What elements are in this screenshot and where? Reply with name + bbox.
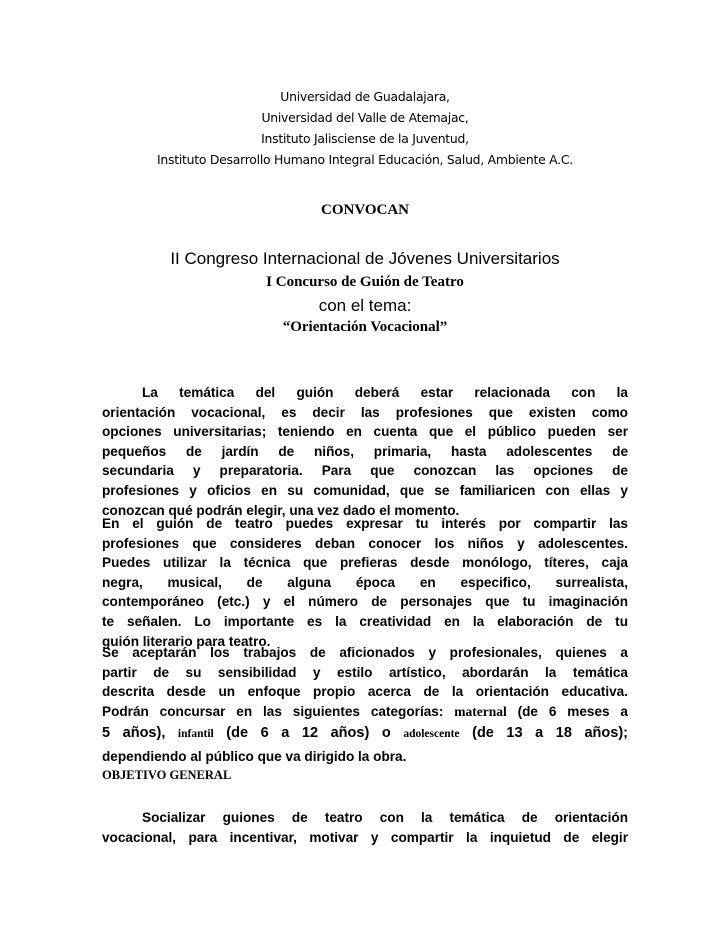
text-line: descrita desde un enfoque propio acerca de la orientación educativa. — [102, 684, 628, 700]
paragraph-categorias — [102, 643, 628, 767]
text-line: En el guión de teatro puedes expresar tu interés por compartir las — [102, 516, 628, 531]
text-line: Puedes utilizar la técnica que prefieras desde monólogo, títeres, caja — [102, 555, 628, 571]
institution-line: Instituto Jalisciense de la Juventud, — [261, 131, 469, 146]
tema-label: con el tema: — [318, 296, 412, 315]
text-segment: 5 años), — [102, 725, 166, 742]
category-adolescente: adolescente — [403, 728, 460, 741]
tema-title: “Orientación Vocacional” — [282, 319, 448, 335]
text-line: pequeños de jardín de niños, primaria, hasta adolescentes de — [102, 443, 628, 459]
text-line: vocacional, para incentivar, motivar y compartir la inquietud de elegir — [102, 829, 628, 845]
text-line: contemporáneo (etc.) y el número de personajes que tu imaginación — [102, 594, 628, 610]
text-line: La temática del guión deberá estar relacionada con la — [142, 385, 628, 400]
text-line — [102, 721, 628, 747]
paragraph-tematica — [102, 383, 628, 520]
text-line: dependiendo al público que va dirigido la obra. — [102, 749, 407, 765]
text-line: orientación vocacional, es decir las profesiones que existen como — [102, 404, 628, 420]
institution-line: Universidad de Guadalajara, — [280, 89, 450, 104]
text-line: negra, musical, de alguna época en especifico, surrealista, — [102, 574, 628, 590]
category-maternal: maternal — [454, 703, 507, 719]
text-line — [102, 702, 628, 722]
category-infantil: infantil — [177, 728, 214, 741]
text-line: Se aceptarán los trabajos de aficionados y profesionales, quienes a — [102, 645, 628, 660]
institutions-block — [72, 86, 658, 170]
paragraph-objetivo — [102, 808, 628, 847]
text-line: opciones universitarias; teniendo en cuenta que el público pueden ser — [102, 424, 628, 440]
text-segment: (de 6 a 12 años) o — [226, 725, 391, 742]
text-segment: (de 6 meses a — [517, 703, 628, 719]
concurso-subtitle: I Concurso de Guión de Teatro — [266, 274, 464, 290]
text-segment: Podrán concursar en las siguientes categorías: — [102, 703, 444, 719]
text-line: Socializar guiones de teatro con la temática de orientación — [142, 810, 628, 825]
text-line: partir de su sensibilidad y estilo artístico, abordarán la temática — [102, 664, 628, 680]
text-segment: (de 13 a 18 años); — [472, 725, 628, 742]
objetivo-heading: OBJETIVO GENERAL — [102, 768, 232, 782]
text-line: profesiones que consideres deban conocer los niños y adolescentes. — [102, 535, 628, 551]
institution-line: Instituto Desarrollo Humano Integral Educación, Salud, Ambiente A.C. — [157, 152, 573, 167]
text-line: te señalen. Lo importante es la creatividad en la elaboración de tu — [102, 613, 628, 629]
paragraph-guion — [102, 514, 628, 651]
institution-line: Universidad del Valle de Atemajac, — [261, 110, 469, 125]
text-line: guión literario para teatro. — [102, 633, 271, 649]
congreso-title: II Congreso Internacional de Jóvenes Universitarios — [170, 249, 560, 268]
text-line: conozcan qué podrán elegir, una vez dado el momento. — [102, 502, 460, 518]
convocan-heading: CONVOCAN — [320, 202, 410, 218]
text-line: secundaria y preparatoria. Para que conozcan las opciones de — [102, 463, 628, 479]
text-line: profesiones y oficios en su comunidad, que se familiaricen con ellas y — [102, 482, 628, 498]
